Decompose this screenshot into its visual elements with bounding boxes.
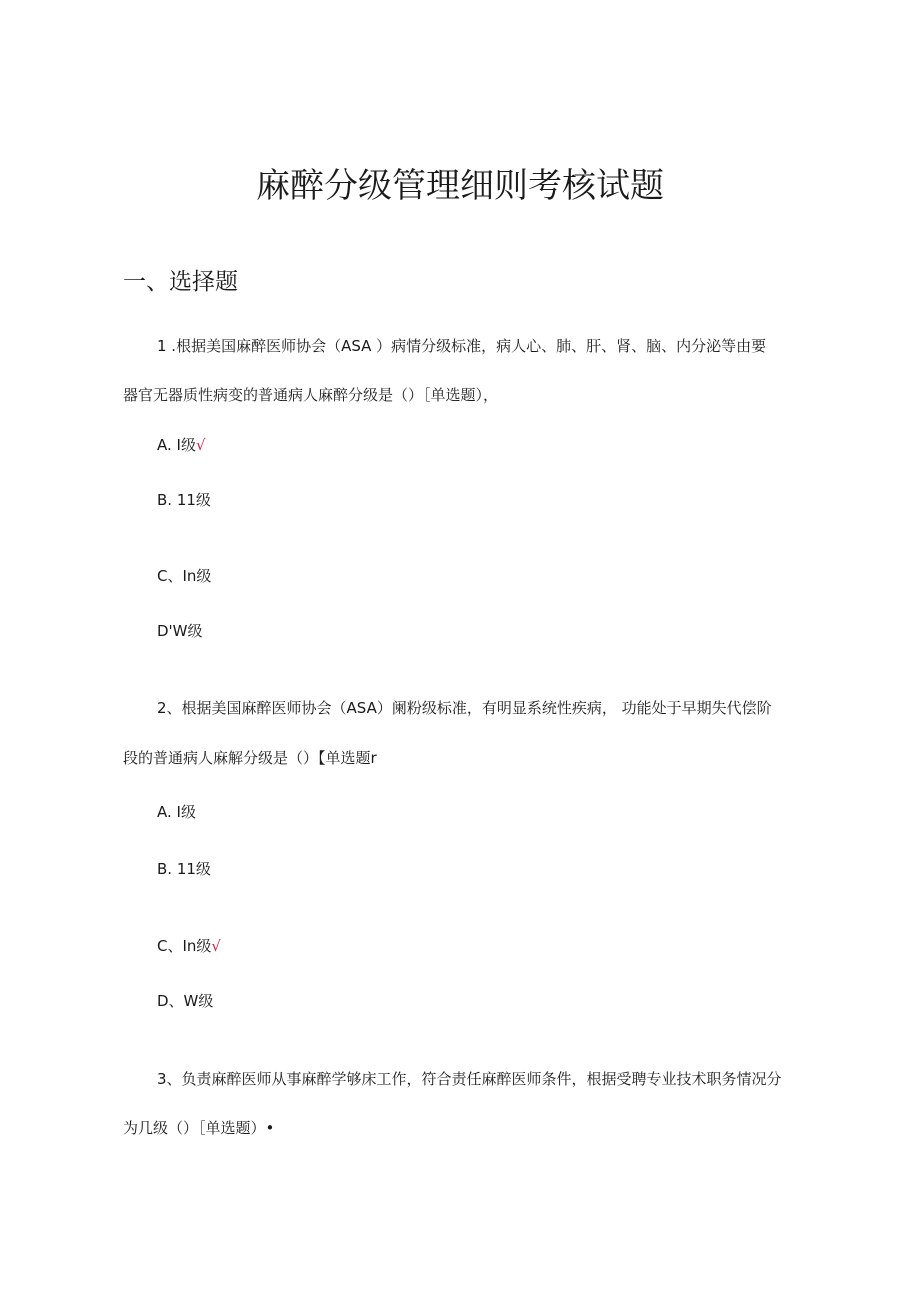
option-text: D'W级 (157, 622, 203, 640)
option-text: D、W级 (157, 992, 214, 1010)
question-2-text-line-1: 2、根据美国麻醉医师协会（ASA）阑粉级标准，有明显系统性疾病， 功能处于早期失代偿阶 (157, 699, 772, 717)
question-2-option-a (157, 801, 196, 823)
question-1-option-c (157, 565, 211, 587)
correct-check-icon: √ (211, 937, 221, 955)
option-text: B. 11级 (157, 860, 211, 878)
question-2-option-d (157, 990, 213, 1012)
question-1-text-line-1: 1 .根据美国麻醉医师协会（ASA ）病情分级标准，病人心、肺、肝、肾、脑、内分泌等由要 (157, 337, 767, 355)
question-1-option-d (157, 620, 203, 642)
option-text: C、In级 (157, 937, 212, 955)
document-title: 麻醉分级管理细则考核试题 (256, 166, 664, 206)
question-2-text-line-2: 段的普通病人麻解分级是（）【单选题r (123, 749, 377, 767)
question-1-text-line-2: 器官无器质性病变的普通病人麻醉分级是（）［单选题）， (123, 386, 499, 404)
option-text: A. I级 (157, 436, 196, 454)
question-1-option-a (157, 434, 206, 456)
question-3-text-line-2: 为几级（）［单选题）• (123, 1119, 275, 1137)
question-1-option-b (157, 489, 211, 511)
section-heading: 一、选择题 (123, 269, 238, 295)
question-2-option-b (157, 858, 211, 880)
option-text: B. 11级 (157, 491, 211, 509)
question-3-text-line-1: 3、负责麻醉医师从事麻醉学够床工作，符合责任麻醉医师条件，根据受聘专业技术职务情况分 (157, 1070, 782, 1088)
option-text: C、In级 (157, 567, 212, 585)
correct-check-icon: √ (195, 436, 206, 454)
option-text: A. I级 (157, 803, 196, 821)
question-2-option-c (157, 935, 221, 957)
